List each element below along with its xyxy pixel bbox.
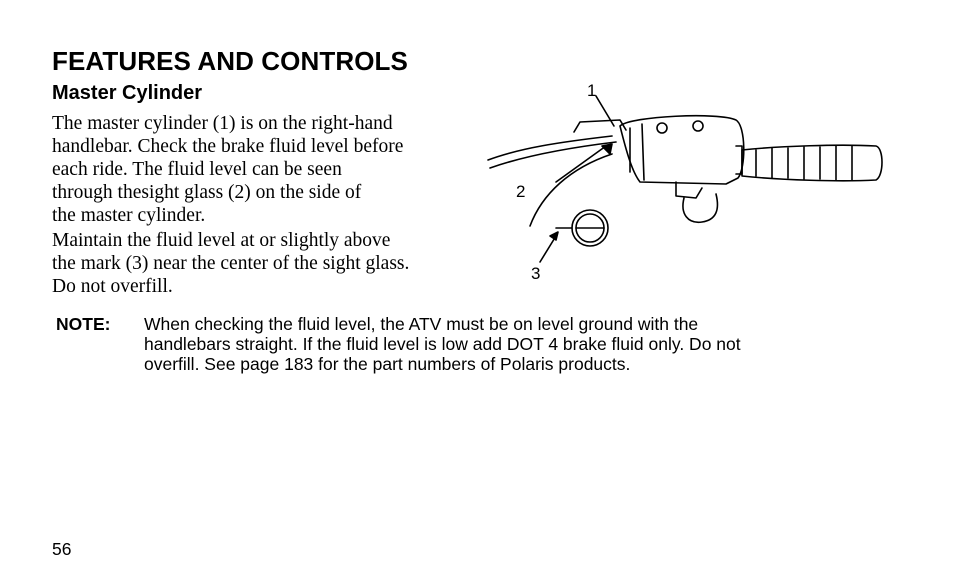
housing-screw-icon	[693, 121, 703, 131]
callout-3-leader	[540, 236, 556, 262]
handlebar-grip	[742, 145, 882, 181]
brake-hose-line	[490, 142, 616, 168]
master-cylinder-illustration	[480, 76, 890, 296]
paragraph-line: the master cylinder.	[52, 205, 206, 226]
paragraph-line: the mark (3) near the center of the sight glass.	[52, 253, 410, 274]
paragraph-line: Do not overfill.	[52, 276, 173, 297]
arrowhead-icon	[602, 144, 612, 154]
paragraph-line: handlebar. Check the brake fluid level before	[52, 136, 404, 157]
callout-label-1: 1	[587, 81, 597, 100]
paragraph-fluid-level	[52, 229, 409, 298]
reservoir-cap	[574, 120, 626, 132]
section-heading: FEATURES AND CONTROLS	[52, 46, 408, 76]
callout-label-3: 3	[531, 264, 541, 283]
brake-hose-line	[488, 136, 612, 160]
note-label: NOTE:	[56, 314, 111, 334]
brake-lever-line	[530, 154, 612, 226]
throttle-thumb-lever	[683, 194, 717, 222]
handlebar-drawing	[480, 76, 890, 296]
switch-block	[676, 182, 702, 198]
paragraph-line: The master cylinder (1) is on the right-hand	[52, 113, 393, 134]
note-line: overfill. See page 183 for the part numbers of Polaris products.	[144, 354, 631, 374]
note-line: When checking the fluid level, the ATV must be on level ground with the	[144, 314, 699, 334]
paragraph-line: through thesight glass (2) on the side of	[52, 182, 362, 203]
housing-screw-icon	[657, 123, 667, 133]
subsection-heading: Master Cylinder	[52, 82, 203, 104]
callout-label-2: 2	[516, 182, 526, 201]
paragraph-line: Maintain the fluid level at or slightly above	[52, 230, 391, 251]
page-number: 56	[52, 539, 72, 559]
note-line: handlebars straight. If the fluid level is low add DOT 4 brake fluid only. Do not	[144, 334, 741, 354]
paragraph-line: each ride. The fluid level can be seen	[52, 159, 342, 180]
arrowhead-icon	[550, 232, 558, 240]
master-cylinder-housing	[620, 116, 744, 184]
callout-2-leader	[556, 146, 606, 182]
paragraph-master-cylinder	[52, 112, 403, 227]
housing-detail-line	[642, 124, 644, 180]
note-text	[144, 314, 741, 374]
